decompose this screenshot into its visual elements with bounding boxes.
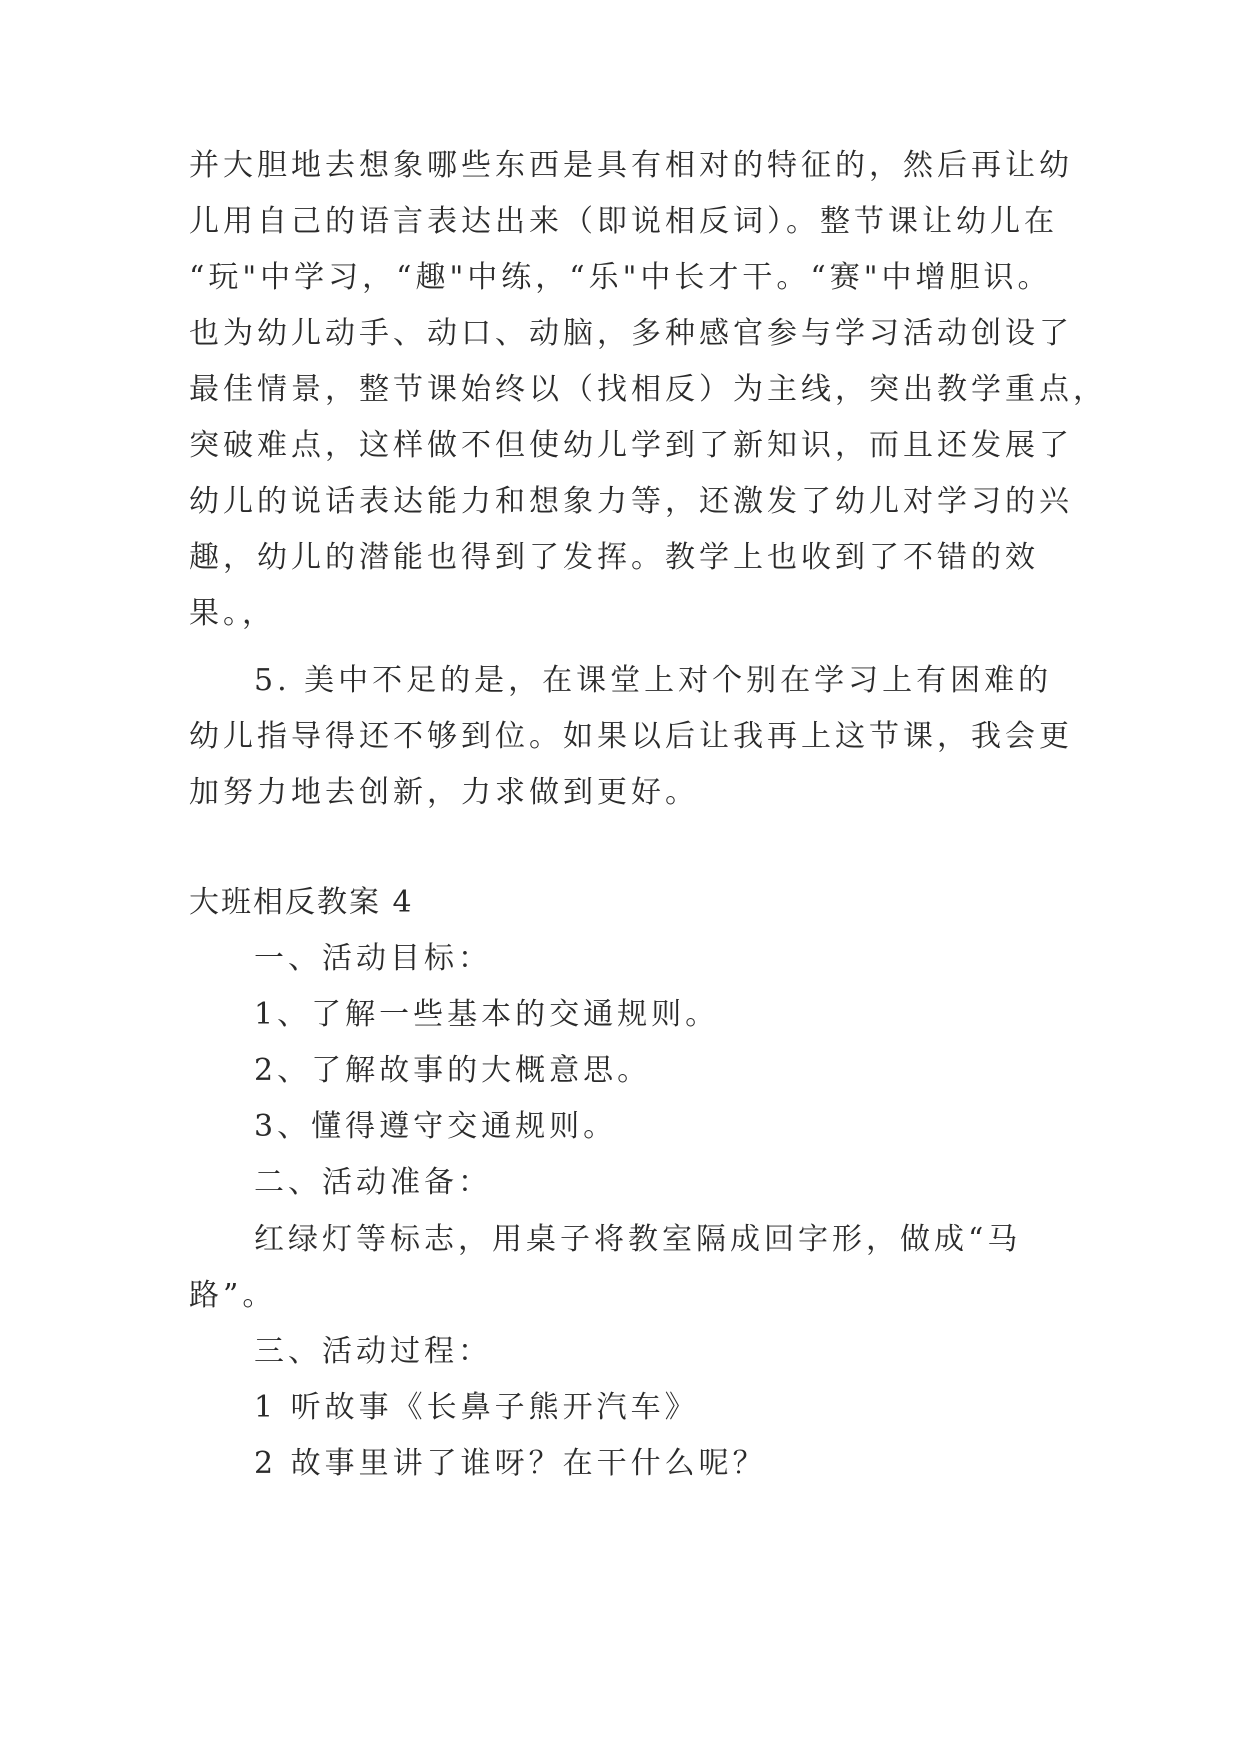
list-item: 2、了解故事的大概意思。 [254,1053,652,1088]
paragraph-line: 加努力地去创新，力求做到更好。 [189,775,699,810]
list-item: 1 听故事《长鼻子熊开汽车》 [254,1390,699,1425]
paragraph-line: 5. 美中不足的是，在课堂上对个别在学习上有困难的 [254,663,1053,698]
paragraph-line: 突破难点，这样做不但使幼儿学到了新知识，而且还发展了 [189,428,1073,463]
paragraph-line: 最佳情景，整节课始终以（找相反）为主线，突出教学重点， [189,372,1107,407]
paragraph-line: 也为幼儿动手、动口、动脑，多种感官参与学习活动创设了 [189,316,1073,351]
paragraph-line: 果。， [189,596,276,631]
paragraph-line: 儿用自己的语言表达出来（即说相反词）。整节课让幼儿在 [189,204,1058,239]
paragraph-line: 幼儿的说话表达能力和想象力等，还激发了幼儿对学习的兴 [189,484,1073,519]
paragraph-line: 并大胆地去想象哪些东西是具有相对的特征的，然后再让幼 [189,148,1073,183]
subheading: 一、活动目标： [254,941,492,976]
list-item: 3、懂得遵守交通规则。 [254,1109,618,1144]
paragraph-line: 红绿灯等标志，用桌子将教室隔成回字形，做成“马 [254,1222,1022,1257]
subheading: 三、活动过程： [254,1334,492,1369]
paragraph-line: 趣，幼儿的潜能也得到了发挥。教学上也收到了不错的效 [189,540,1039,575]
section-heading: 大班相反教案 4 [189,885,414,920]
paragraph-line: 幼儿指导得还不够到位。如果以后让我再上这节课，我会更 [189,719,1073,754]
paragraph-line: “玩"中学习，“趣"中练，“乐"中长才干。“赛"中增胆识。 [189,260,1052,295]
list-item: 2 故事里讲了谁呀？在干什么呢？ [254,1446,767,1481]
subheading: 二、活动准备： [254,1165,492,1200]
list-item: 1、了解一些基本的交通规则。 [254,997,720,1032]
paragraph-line: 路”。 [189,1278,277,1313]
